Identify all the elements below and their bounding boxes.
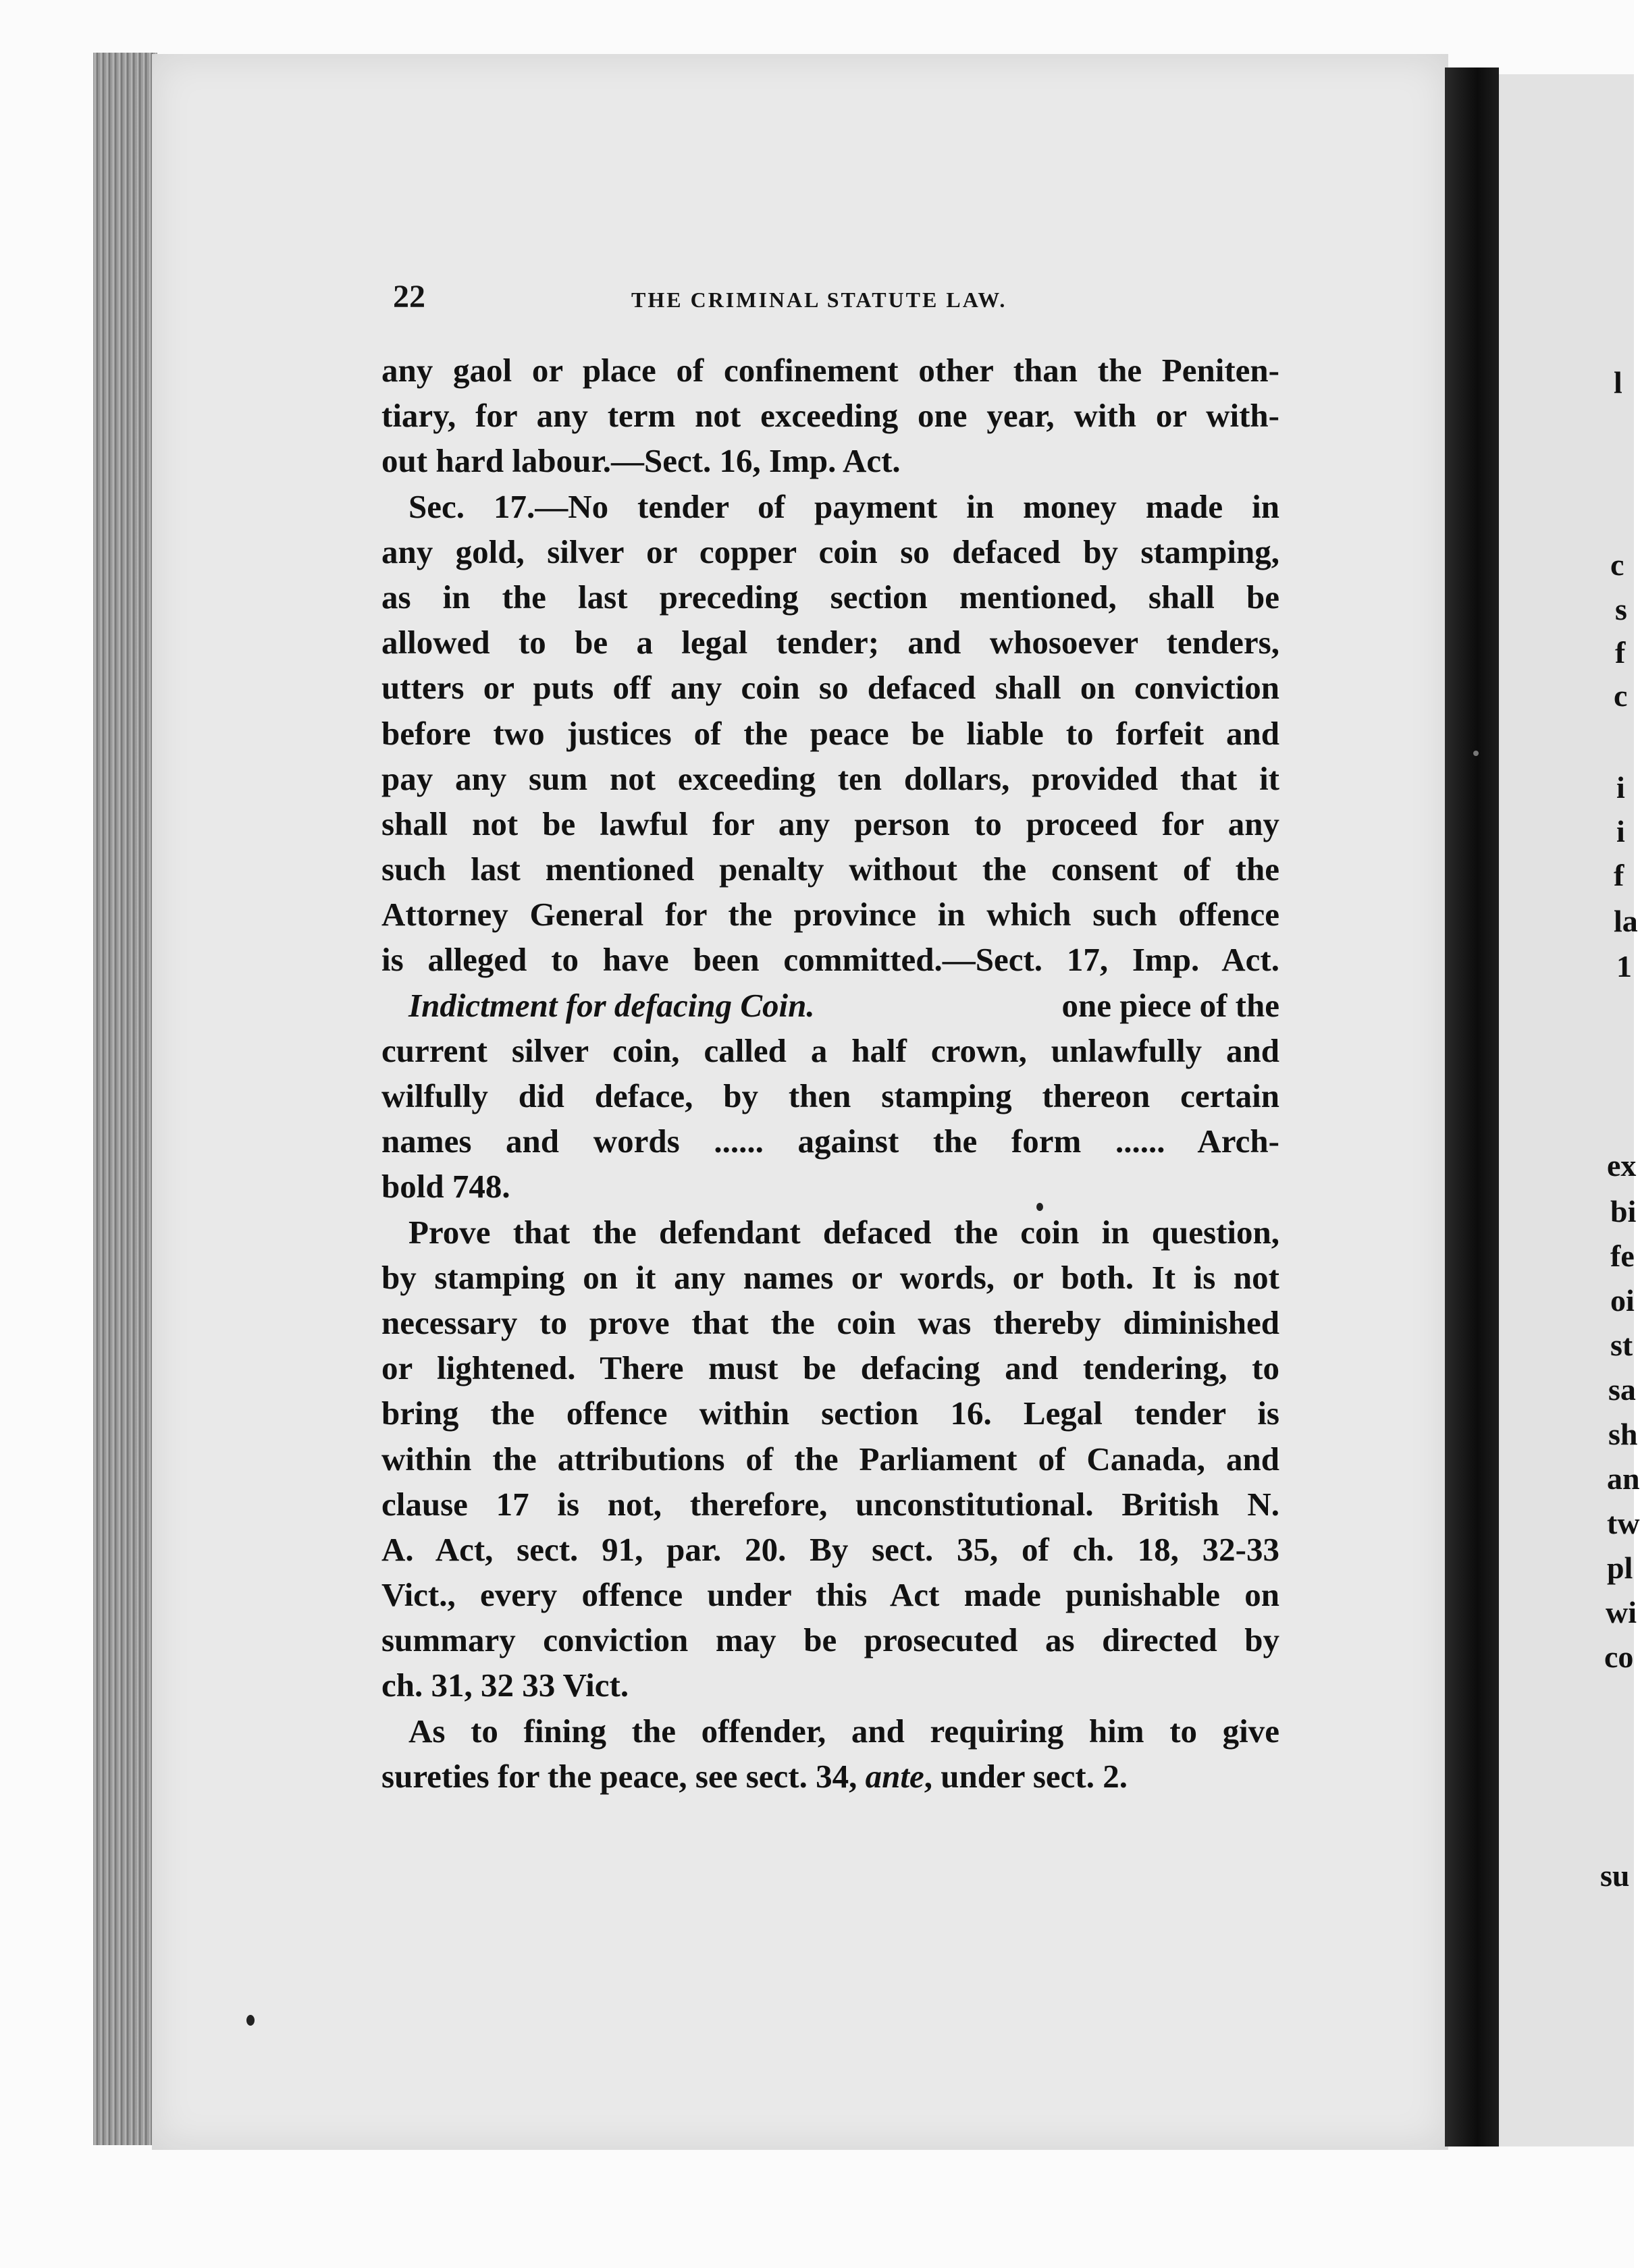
text-line: summary conviction may be prosecuted as directed by	[381, 1621, 1279, 1659]
text-fragment: sureties for the peace, see sect. 34,	[381, 1757, 866, 1795]
text-line: bring the offence within section 16. Legal tender is	[381, 1395, 1279, 1432]
indictment-heading: Indictment for defacing Coin.	[408, 986, 815, 1024]
text-line	[381, 983, 1279, 1028]
text-fragment: , under sect. 2.	[924, 1757, 1128, 1795]
page-number: 22	[393, 279, 425, 315]
ink-speck	[1036, 1203, 1043, 1211]
text-line: bold 748.	[381, 1168, 510, 1206]
facing-fragment: l	[1614, 365, 1622, 400]
body-text	[381, 348, 1279, 1799]
text-line: As to fining the offender, and requiring him to give	[408, 1712, 1279, 1750]
text-line: or lightened. There must be defacing and tendering, to	[381, 1349, 1279, 1387]
facing-fragment: s	[1615, 592, 1627, 626]
text-line	[381, 1754, 1279, 1799]
text-line: names and words ...... against the form ...... Arch-	[381, 1123, 1279, 1160]
text-fragment: one piece of the	[1061, 986, 1279, 1024]
facing-fragment: f	[1615, 635, 1626, 670]
text-line: current silver coin, called a half crown, unlawfully and	[381, 1031, 1279, 1069]
facing-fragment: co	[1604, 1640, 1634, 1674]
text-line: out hard labour.—Sect. 16, Imp. Act.	[381, 442, 901, 480]
page-edges	[93, 53, 157, 2145]
text-line: Sec. 17.—No tender of payment in money made in	[408, 487, 1279, 525]
text-line: within the attributions of the Parliament of Canada, and	[381, 1440, 1279, 1478]
running-head-title: THE CRIMINAL STATUTE LAW.	[631, 288, 1007, 312]
ink-speck	[1473, 751, 1479, 756]
facing-fragment: st	[1610, 1328, 1633, 1362]
text-line: is alleged to have been committed.—Sect. 17, Imp. Act.	[381, 941, 1279, 979]
text-line: utters or puts off any coin so defaced shall on conviction	[381, 669, 1279, 707]
text-line: Attorney General for the province in which such offence	[381, 896, 1279, 934]
facing-fragment: i	[1616, 814, 1625, 848]
ink-speck	[246, 2015, 255, 2026]
facing-fragment: c	[1614, 678, 1628, 713]
facing-fragment: 1	[1616, 949, 1632, 983]
text-line: ch. 31, 32 33 Vict.	[381, 1667, 629, 1704]
text-line: clause 17 is not, therefore, unconstitutional. British N.	[381, 1485, 1279, 1523]
text-line: as in the last preceding section mentioned, shall be	[381, 578, 1279, 616]
text-line: any gaol or place of confinement other than the Peniten-	[381, 352, 1279, 389]
facing-fragment: i	[1616, 770, 1625, 805]
facing-fragment: su	[1600, 1858, 1630, 1893]
text-fragment-italic: ante	[865, 1757, 924, 1795]
facing-fragment: tw	[1607, 1506, 1640, 1540]
text-line: tiary, for any term not exceeding one year, with or with-	[381, 397, 1279, 435]
facing-fragment: c	[1610, 547, 1624, 582]
facing-fragment: pl	[1607, 1550, 1633, 1585]
text-line: necessary to prove that the coin was thereby diminished	[381, 1303, 1279, 1341]
text-line: Vict., every offence under this Act made punishable on	[381, 1576, 1279, 1614]
facing-fragment: f	[1614, 858, 1624, 892]
text-line: A. Act, sect. 91, par. 20. By sect. 35, of ch. 18, 32-33	[381, 1530, 1279, 1568]
facing-fragment: sh	[1608, 1417, 1638, 1451]
text-line: wilfully did deface, by then stamping thereon certain	[381, 1077, 1279, 1114]
facing-fragment: bi	[1610, 1194, 1637, 1228]
book-gutter	[1445, 68, 1499, 2146]
facing-fragment: la	[1614, 904, 1638, 938]
text-line: by stamping on it any names or words, or both. It is not	[381, 1258, 1279, 1296]
facing-fragment: oi	[1610, 1283, 1635, 1318]
text-line: before two justices of the peace be liable to forfeit and	[381, 714, 1279, 752]
text-line: allowed to be a legal tender; and whosoever tenders,	[381, 624, 1279, 662]
text-line: shall not be lawful for any person to proceed for any	[381, 805, 1279, 842]
facing-fragment: ex	[1607, 1148, 1637, 1183]
text-line: such last mentioned penalty without the consent of the	[381, 850, 1279, 888]
text-line: pay any sum not exceeding ten dollars, provided that it	[381, 759, 1279, 797]
facing-fragment: an	[1607, 1461, 1640, 1496]
text-line: any gold, silver or copper coin so defaced by stamping,	[381, 533, 1279, 570]
text-line: Prove that the defendant defaced the coin in question,	[408, 1213, 1279, 1251]
facing-fragment: fe	[1610, 1239, 1635, 1273]
facing-fragment: sa	[1608, 1372, 1636, 1407]
facing-fragment: wi	[1606, 1595, 1637, 1629]
